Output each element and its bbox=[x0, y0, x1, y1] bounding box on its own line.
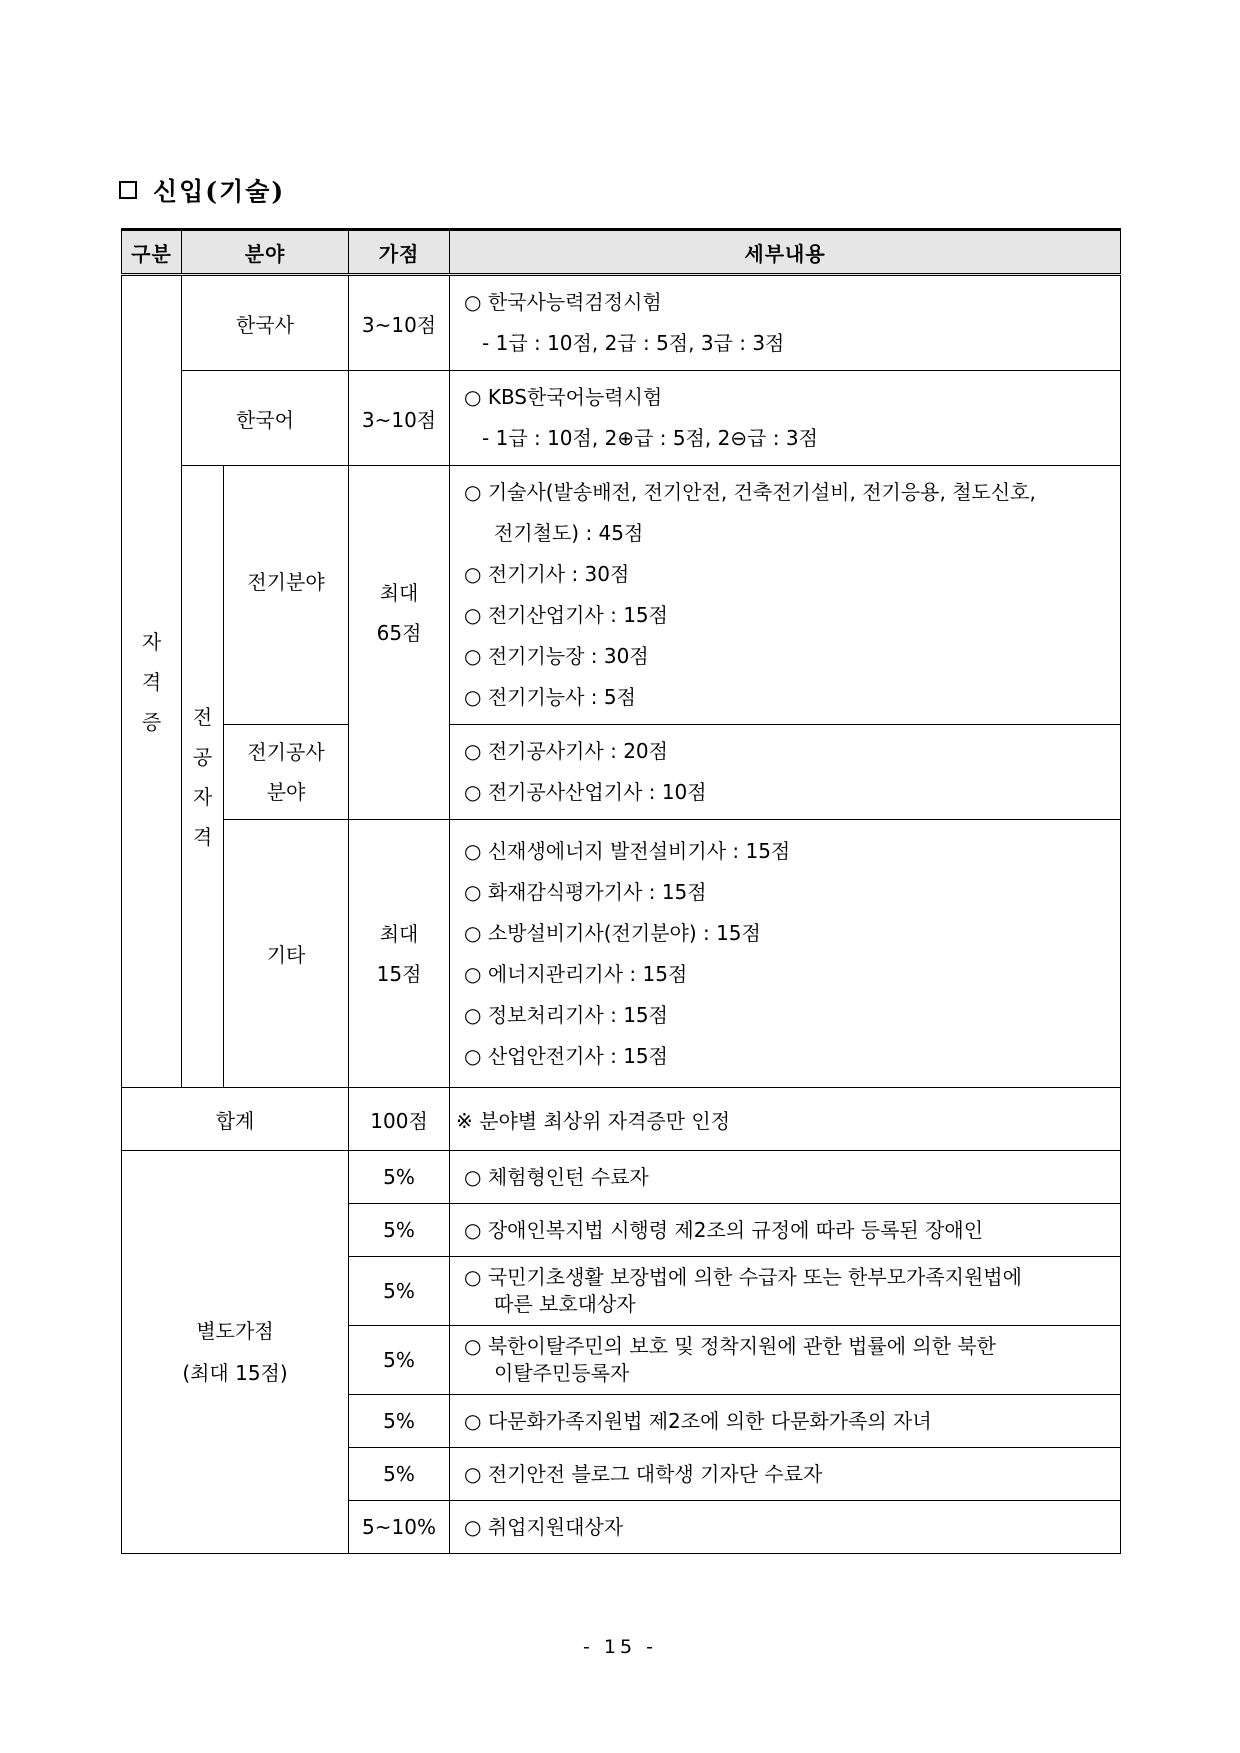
detail-line: ○ KBS한국어능력시험 bbox=[464, 385, 663, 409]
detail-line: - 1급 : 10점, 2⊕급 : 5점, 2⊖급 : 3점 bbox=[482, 426, 818, 450]
header-points: 가점 bbox=[349, 230, 450, 275]
table-header-row bbox=[122, 230, 1121, 275]
points-korean-history: 3~10점 bbox=[349, 275, 450, 371]
bonus-text: ○ 장애인복지법 시행령 제2조의 규정에 따라 등록된 장애인 bbox=[450, 1204, 1121, 1257]
points-electrical: 최대 65점 bbox=[349, 466, 450, 820]
table-row bbox=[122, 1088, 1121, 1151]
bonus-text: ○ 체험형인턴 수료자 bbox=[450, 1151, 1121, 1204]
bonus-label: 별도가점 (최대 15점) bbox=[122, 1151, 349, 1554]
detail-line: ○ 정보처리기사 : 15점 bbox=[464, 1002, 668, 1027]
points-korean-language: 3~10점 bbox=[349, 371, 450, 466]
points-other: 최대 15점 bbox=[349, 820, 450, 1088]
table-row bbox=[122, 820, 1121, 1088]
total-points: 100점 bbox=[349, 1088, 450, 1151]
detail-line: ○ 전기공사산업기사 : 10점 bbox=[464, 780, 707, 804]
bonus-points: 5% bbox=[349, 1395, 450, 1448]
detail-line: ○ 전기기능장 : 30점 bbox=[464, 644, 649, 668]
detail-line: ○ 산업안전기사 : 15점 bbox=[464, 1043, 668, 1068]
details-electrical-construction bbox=[450, 725, 1121, 820]
table-row bbox=[122, 275, 1121, 371]
detail-line: ○ 전기산업기사 : 15점 bbox=[464, 603, 668, 627]
bonus-points: 5% bbox=[349, 1326, 450, 1395]
detail-line: - 1급 : 10점, 2급 : 5점, 3급 : 3점 bbox=[482, 331, 785, 355]
category-certificate: 자격증 bbox=[122, 275, 182, 1088]
bonus-text: ○ 국민기초생활 보장법에 의한 수급자 또는 한부모가족지원법에 따른 보호대상자 bbox=[450, 1257, 1121, 1326]
bonus-text: ○ 다문화가족지원법 제2조에 의한 다문화가족의 자녀 bbox=[450, 1395, 1121, 1448]
detail-line: ○ 한국사능력검정시험 bbox=[464, 290, 662, 314]
details-korean-history bbox=[450, 275, 1121, 371]
header-details: 세부내용 bbox=[450, 230, 1121, 275]
detail-line: 전기철도) : 45점 bbox=[494, 521, 644, 545]
detail-line: ○ 에너지관리기사 : 15점 bbox=[464, 961, 688, 986]
details-korean-language bbox=[450, 371, 1121, 466]
bonus-points: 5% bbox=[349, 1151, 450, 1204]
bonus-text: ○ 취업지원대상자 bbox=[450, 1501, 1121, 1554]
bonus-points: 5~10% bbox=[349, 1501, 450, 1554]
table-row bbox=[122, 466, 1121, 725]
field-other: 기타 bbox=[224, 820, 349, 1088]
scoring-table bbox=[121, 228, 1121, 1554]
detail-line: ○ 전기기능사 : 5점 bbox=[464, 685, 636, 709]
checkbox-square-icon bbox=[119, 181, 137, 199]
total-note: ※ 분야별 최상위 자격증만 인정 bbox=[450, 1088, 1121, 1151]
detail-line: ○ 전기공사기사 : 20점 bbox=[464, 739, 668, 763]
field-electrical: 전기분야 bbox=[224, 466, 349, 725]
bonus-text: ○ 전기안전 블로그 대학생 기자단 수료자 bbox=[450, 1448, 1121, 1501]
total-label: 합계 bbox=[122, 1088, 349, 1151]
field-electrical-construction: 전기공사 분야 bbox=[224, 725, 349, 820]
detail-line: ○ 화재감식평가기사 : 15점 bbox=[464, 879, 707, 904]
page-number: - 15 - bbox=[583, 1636, 657, 1658]
bonus-points: 5% bbox=[349, 1257, 450, 1326]
table-row bbox=[122, 1151, 1121, 1204]
details-other bbox=[450, 820, 1121, 1088]
table-row bbox=[122, 725, 1121, 820]
section-heading bbox=[119, 170, 285, 210]
detail-line: ○ 기술사(발송배전, 전기안전, 건축전기설비, 전기응용, 철도신호, bbox=[464, 480, 1036, 504]
bonus-points: 5% bbox=[349, 1448, 450, 1501]
details-electrical bbox=[450, 466, 1121, 725]
subcategory-major: 전공자격 bbox=[182, 466, 224, 1088]
header-field: 분야 bbox=[182, 230, 349, 275]
header-category: 구분 bbox=[122, 230, 182, 275]
field-korean-language: 한국어 bbox=[182, 371, 349, 466]
detail-line: ○ 신재생에너지 발전설비기사 : 15점 bbox=[464, 838, 791, 863]
bonus-points: 5% bbox=[349, 1204, 450, 1257]
bonus-text: ○ 북한이탈주민의 보호 및 정착지원에 관한 법률에 의한 북한 이탈주민등록자 bbox=[450, 1326, 1121, 1395]
detail-line: ○ 소방설비기사(전기분야) : 15점 bbox=[464, 920, 761, 945]
table-row bbox=[122, 371, 1121, 466]
field-korean-history: 한국사 bbox=[182, 275, 349, 371]
section-title: 신입(기술) bbox=[153, 177, 286, 206]
detail-line: ○ 전기기사 : 30점 bbox=[464, 562, 630, 586]
